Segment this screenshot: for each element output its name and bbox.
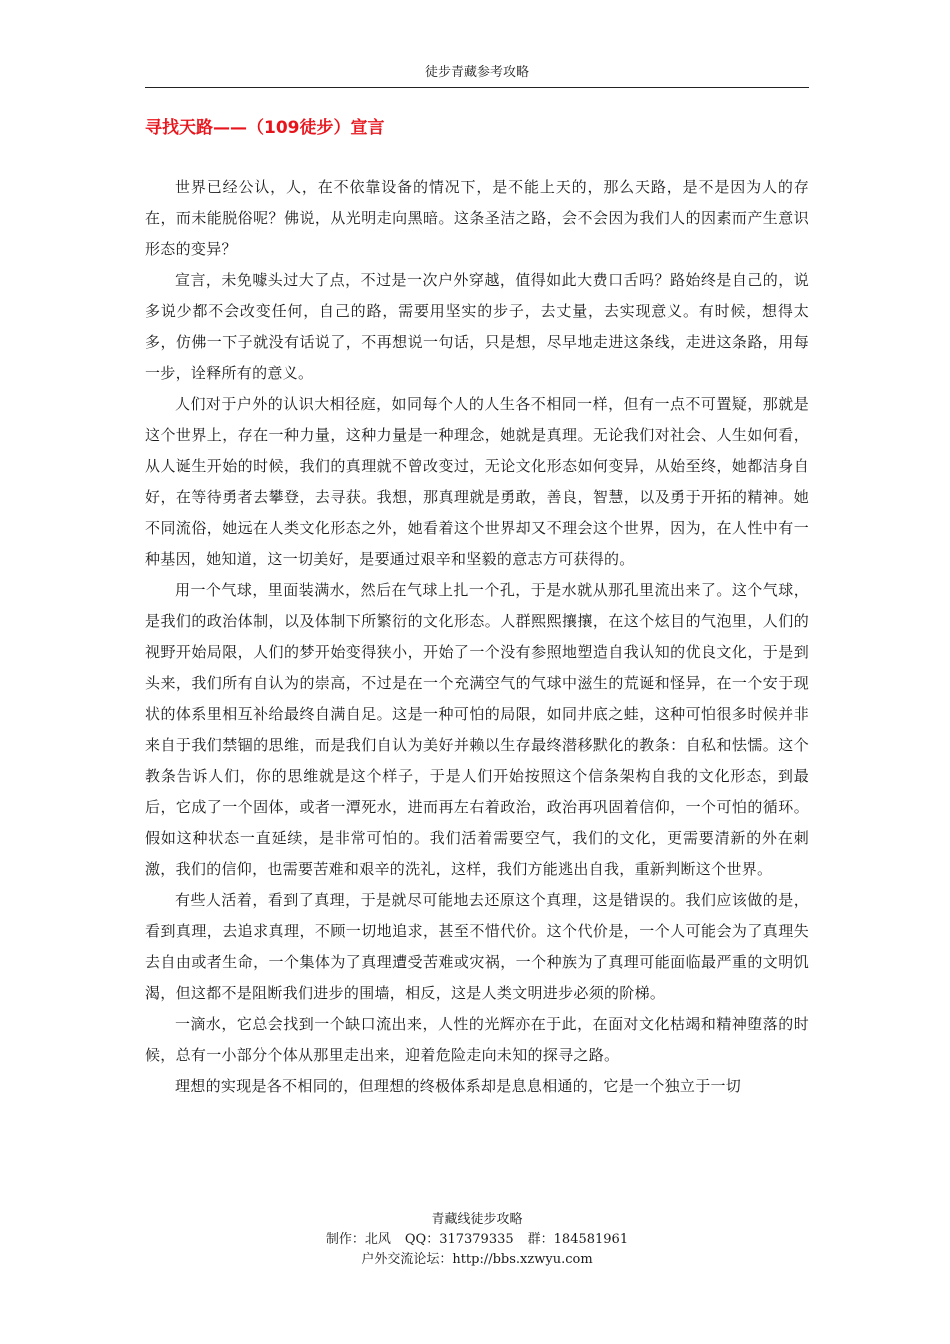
- paragraph: 人们对于户外的认识大相径庭，如同每个人的人生各不相同一样，但有一点不可置疑，那就是这个世界上，存在一种力量，这种力量是一种理念，她就是真理。无论我们对社会、人生如何看，从人诞生开始的时候，我们的真理就不曾改变过，无论文化形态如何变异，从始至终，她都洁身自好，在等待勇者去攀登，去寻获。我想，那真理就是勇敢，善良，智慧，以及勇于开拓的精神。她不同流俗，她远在人类文化形态之外，她看着这个世界却又不理会这个世界，因为，在人性中有一种基因，她知道，这一切美好，是要通过艰辛和坚毅的意志方可获得的。: [145, 395, 809, 568]
- paragraph: 一滴水，它总会找到一个缺口流出来，人性的光辉亦在于此，在面对文化枯竭和精神堕落的时候，总有一小部分个体从那里走出来，迎着危险走向未知的探寻之路。: [145, 1015, 809, 1064]
- footer-group: 群：184581961: [527, 1232, 629, 1247]
- paragraph: 世界已经公认，人，在不依靠设备的情况下，是不能上天的，那么天路，是不是因为人的存在，而未能脱俗呢？佛说，从光明走向黑暗。这条圣洁之路，会不会因为我们人的因素而产生意识形态的变异？: [145, 178, 809, 258]
- page-footer: [145, 1210, 809, 1270]
- document-title: 寻找天路——（109徒步）宣言: [145, 118, 385, 138]
- running-header: 徒步青藏参考攻略: [424, 65, 529, 80]
- header-rule: [145, 87, 809, 88]
- paragraph: 理想的实现是各不相同的，但理想的终极体系却是息息相通的，它是一个独立于一切: [175, 1077, 742, 1095]
- footer-title: 青藏线徒步攻略: [431, 1212, 523, 1227]
- paragraph: 用一个气球，里面装满水，然后在气球上扎一个孔，于是水就从那孔里流出来了。这个气球，是我们的政治体制，以及体制下所繁衍的文化形态。人群熙熙攘攘，在这个炫目的气泡里，人们的视野开始局限，人们的梦开始变得狭小，开始了一个没有参照地塑造自我认知的优良文化，于是到头来，我们所有自认为的崇高，不过是在一个充满空气的气球中滋生的荒诞和怪异，在一个安于现状的体系里相互补给最终自满自足。这是一种可怕的局限，如同井底之蛙，这种可怕很多时候并非来自于我们禁锢的思维，而是我们自认为美好并赖以生存最终潜移默化的教条：自私和怯懦。这个教条告诉人们，你的思维就是这个样子，于是人们开始按照这个信条架构自我的文化形态，到最后，它成了一个固体，或者一潭死水，进而再左右着政治，政治再巩固着信仰，一个可怕的循环。假如这种状态一直延续，是非常可怕的。我们活着需要空气，我们的文化，更需要清新的外在刺激，我们的信仰，也需要苦难和艰辛的洗礼，这样，我们方能逃出自我，重新判断这个世界。: [145, 581, 809, 878]
- footer-qq: QQ：317379335: [404, 1232, 514, 1247]
- footer-forum: 户外交流论坛：http://bbs.xzwyu.com: [361, 1252, 593, 1267]
- footer-credits: [145, 1230, 809, 1250]
- document-body: [145, 172, 809, 1102]
- paragraph: 有些人活着，看到了真理，于是就尽可能地去还原这个真理，这是错误的。我们应该做的是，看到真理，去追求真理，不顾一切地追求，甚至不惜代价。这个代价是，一个人可能会为了真理失去自由或者生命，一个集体为了真理遭受苦难或灾祸，一个种族为了真理可能面临最严重的文明饥渴，但这都不是阻断我们进步的围墙，相反，这是人类文明进步必须的阶梯。: [145, 891, 809, 1002]
- footer-author: 制作：北风: [325, 1232, 391, 1247]
- paragraph: 宣言，未免噱头过大了点，不过是一次户外穿越，值得如此大费口舌吗？路始终是自己的，说多说少都不会改变任何，自己的路，需要用坚实的步子，去丈量，去实现意义。有时候，想得太多，仿佛一下子就没有话说了，不再想说一句话，只是想，尽早地走进这条线，走进这条路，用每一步，诠释所有的意义。: [145, 271, 809, 382]
